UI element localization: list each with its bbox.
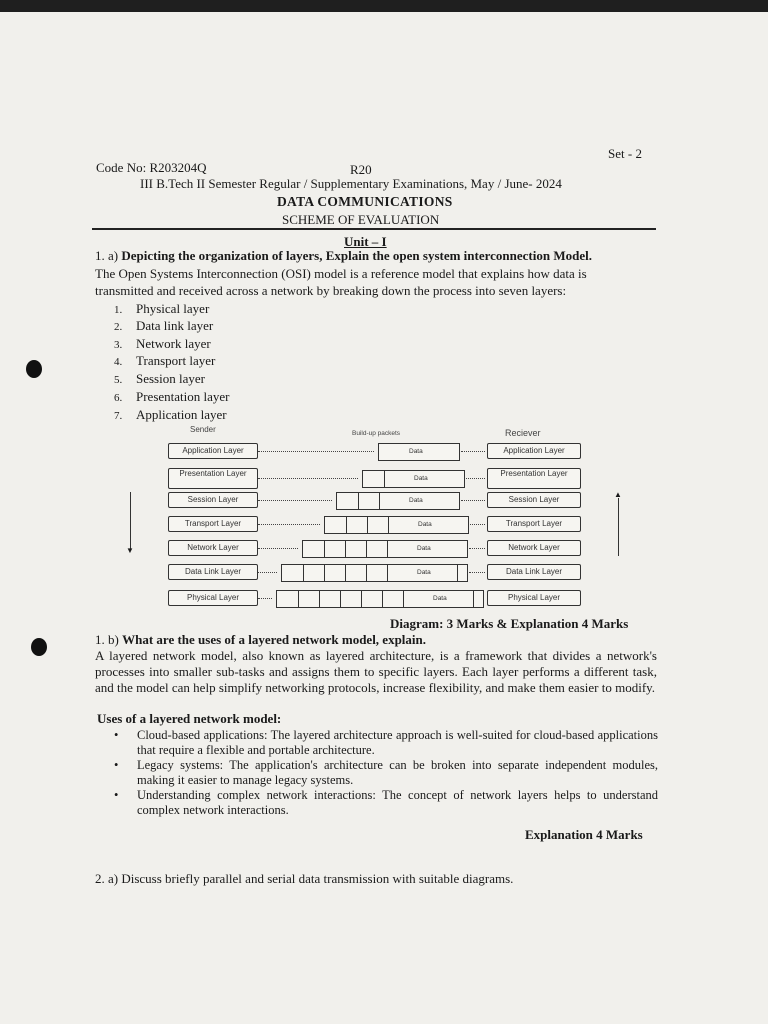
connector-line (258, 548, 298, 549)
packet-header-cell (303, 565, 304, 581)
connector-line (258, 524, 320, 525)
regulation: R20 (350, 162, 372, 177)
connector-line (469, 548, 485, 549)
packet-data-label: Data (433, 595, 447, 602)
sender-layer-box: Application Layer (168, 443, 258, 459)
receiver-layer-box: Physical Layer (487, 590, 581, 606)
sender-layer-box: Network Layer (168, 540, 258, 556)
packet-header-cell (298, 591, 299, 607)
packet-header-cell (379, 493, 380, 509)
list-item: 5. Session layer (114, 371, 205, 386)
packet-header-cell (382, 591, 383, 607)
packet-header-cell (387, 541, 388, 557)
packet (302, 540, 468, 558)
packet (281, 564, 468, 582)
packet-data-label: Data (417, 545, 431, 552)
question-1b-text: What are the uses of a layered network model, explain. (122, 632, 427, 647)
set-label: Set - 2 (608, 146, 642, 161)
packet-data-label: Data (409, 448, 423, 455)
sender-layer-box: Session Layer (168, 492, 258, 508)
packet-header-cell (367, 517, 368, 533)
sender-layer-box: Data Link Layer (168, 564, 258, 580)
packet-data-label: Data (414, 475, 428, 482)
question-1a-text: Depicting the organization of layers, Explain the open system interconnection Model. (121, 248, 592, 263)
packet-header-cell (345, 565, 346, 581)
connector-line (469, 572, 485, 573)
packet-header-cell (358, 493, 359, 509)
sender-label: Sender (190, 425, 216, 434)
question-1b-number: 1. b) (95, 632, 119, 647)
packet-header-cell (388, 517, 389, 533)
question-1a (95, 248, 592, 264)
scheme-title: SCHEME OF EVALUATION (282, 212, 440, 227)
connector-line (258, 572, 277, 573)
packet-header-cell (346, 517, 347, 533)
list-item: 6. Presentation layer (114, 389, 230, 404)
question-1a-number: 1. a) (95, 248, 119, 263)
connector-line (258, 478, 358, 479)
packet-header-cell (384, 471, 385, 487)
uses-list (112, 728, 658, 818)
packet-header-cell (345, 541, 346, 557)
receiver-label: Reciever (505, 428, 541, 438)
header-rule (92, 228, 656, 230)
packets-label: Build-up packets (352, 430, 401, 437)
packet-header-cell (403, 591, 404, 607)
up-arrow (618, 498, 619, 556)
list-item: 4. Transport layer (114, 353, 216, 368)
down-arrow (130, 492, 131, 550)
list-item: • Legacy systems: The application's architecture can be broken into separate independent modules, making it easier to manage legacy systems. (114, 758, 658, 787)
uses-heading: Uses of a layered network model: (97, 711, 282, 726)
receiver-layer-box: Application Layer (487, 443, 581, 459)
connector-line (461, 451, 485, 452)
question-1b (95, 632, 426, 648)
packet (336, 492, 460, 510)
receiver-layer-box: Network Layer (487, 540, 581, 556)
list-item: 3. Network layer (114, 336, 211, 351)
down-arrow-head: ▼ (126, 546, 134, 555)
receiver-layer-box: Session Layer (487, 492, 581, 508)
list-item: 2. Data link layer (114, 318, 214, 333)
connector-line (258, 598, 272, 599)
subject-title: DATA COMMUNICATIONS (277, 194, 453, 209)
connector-line (466, 478, 485, 479)
explanation-marks: Explanation 4 Marks (525, 827, 643, 842)
packet (324, 516, 469, 534)
list-item: 1. Physical layer (114, 301, 210, 316)
packet (362, 470, 465, 488)
connector-line (461, 500, 485, 501)
packet-data-label: Data (417, 569, 431, 576)
packet-trailer-cell (457, 565, 458, 581)
receiver-layer-box: Data Link Layer (487, 564, 581, 580)
diagram-marks: Diagram: 3 Marks & Explanation 4 Marks (390, 616, 629, 631)
sender-layer-box: Presentation Layer (168, 468, 258, 489)
packet-header-cell (340, 591, 341, 607)
receiver-layer-box: Presentation Layer (487, 468, 581, 489)
connector-line (258, 451, 374, 452)
packet-header-cell (361, 591, 362, 607)
list-item: • Cloud-based applications: The layered architecture approach is well-suited for cloud-based applications that require a flexible and portable architecture. (114, 728, 658, 757)
osi-intro-line1: The Open Systems Interconnection (OSI) model is a reference model that explains how data is (95, 266, 587, 281)
list-item: • Understanding complex network interactions: The concept of network layers helps to understand complex network interactions. (114, 788, 658, 817)
packet-data-label: Data (409, 497, 423, 504)
receiver-layer-box: Transport Layer (487, 516, 581, 532)
up-arrow-head: ▲ (614, 490, 622, 499)
list-item: 7. Application layer (114, 407, 227, 422)
question-2a: 2. a) Discuss briefly parallel and serial data transmission with suitable diagrams. (95, 871, 514, 886)
packet (276, 590, 484, 608)
connector-line (258, 500, 332, 501)
packet-trailer-cell (473, 591, 474, 607)
exam-title: III B.Tech II Semester Regular / Supplementary Examinations, May / June- 2024 (140, 176, 562, 191)
packet-header-cell (366, 565, 367, 581)
osi-intro-line2: transmitted and received across a network by breaking down the process into seven layers: (95, 283, 567, 298)
unit-heading: Unit – I (344, 234, 387, 249)
sender-layer-box: Transport Layer (168, 516, 258, 532)
sender-layer-box: Physical Layer (168, 590, 258, 606)
packet-header-cell (324, 565, 325, 581)
packet-data-label: Data (418, 521, 432, 528)
packet-header-cell (324, 541, 325, 557)
layered-model-paragraph: A layered network model, also known as layered architecture, is a framework that divides a network's processes into smaller sub-tasks and assigns them to specific layers. Each layer performs a different task, and the model can help simplify networking protocols, increase flexibility, and make them easier to modify. (95, 648, 657, 695)
packet-header-cell (387, 565, 388, 581)
connector-line (470, 524, 485, 525)
packet-header-cell (319, 591, 320, 607)
packet (378, 443, 460, 461)
packet-header-cell (366, 541, 367, 557)
code-number: Code No: R203204Q (96, 160, 207, 175)
